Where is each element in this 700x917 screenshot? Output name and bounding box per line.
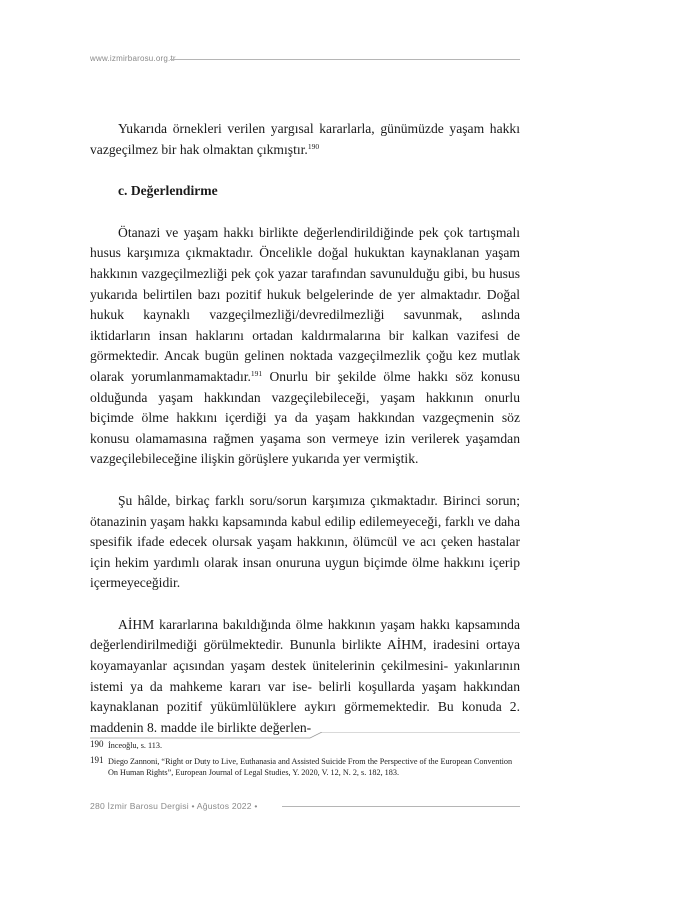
paragraph-1-text: Yukarıda örnekleri verilen yargısal kararlarla, günümüzde yaşam hakkı vazgeçilmez bir hak olmaktan çıkmıştır. xyxy=(90,121,520,157)
footnote-ref-190[interactable]: 190 xyxy=(307,141,320,151)
paragraph-3: Şu hâlde, birkaç farklı soru/sorun karşımıza çıkmaktadır. Birinci sorun; ötanazinin yaşam hakkı kapsamında kabul edilip edilemeyeceği, farklı ve daha spesifik ifade edecek olursak yaşam hakkının, ölümcül ve acı çeken hastalar için hekim yardımlı olarak insan onuruna uygun biçimde ölme hakkını içerip içermeyeceğidir. xyxy=(90,492,520,591)
footer-rule xyxy=(282,806,520,807)
page-body xyxy=(90,119,520,738)
paragraph-2 xyxy=(90,223,520,470)
page-header-url[interactable]: www.izmirbarosu.org.tr xyxy=(90,54,176,63)
section-heading: c. Değerlendirme xyxy=(118,183,218,199)
footnote-191 xyxy=(90,756,520,779)
paragraph-4: AİHM kararlarına bakıldığında ölme hakkının yaşam hakkı kapsamında değerlendirilmediği görülmektedir. Bununla birlikte AİHM, iradesini ortaya koyamayanlar açısından yaşam destek ünitelerinin çekilmesini- yakınlarının istemi ya da mahkeme kararı var ise- belirli koşullarda yaşam hakkından kaynaklanan pozitif yükümlülüklere aykırı görmemektedir. Bu konuda 2. maddenin 8. madde ile birlikte değerlen- xyxy=(90,616,520,735)
paragraph-2-text-a: Ötanazi ve yaşam hakkı birlikte değerlendirildiğinde pek çok tartışmalı husus karşımıza çıkmaktadır. Öncelikle doğal hukuktan kaynaklanan yaşam hakkının vazgeçilmezliği pek çok yazar tarafından savunulduğu gibi, bu husus yukarıda belirtilen bazı pozitif hukuk belgelerinde de yer almaktadır. Doğal hukuk kaynaklı vazgeçilmezliği/devredilmezliği savunmak, aslında iktidarların insan haklarını ortadan kaldırmalarına bir kalkan vazifesi de görmektedir. Ancak bugün gelinen noktada vazgeçilmezlik çoğu kez mutlak olarak yorumlanmamaktadır. xyxy=(90,224,520,384)
footnote-number: 191 xyxy=(90,754,104,765)
paragraph-2-text-b: Onurlu bir şekilde ölme hakkı söz konusu olduğunda yaşam hakkından vazgeçilebileceği, yaşam hakkının onurlu biçimde ölme hakkını içerdiği ya da yaşam hakkından vazgeçmenin söz konusu olamamasına rağmen yaşama son vermeye izin verilerek yaşamdan vazgeçilebileceğine ilişkin görüşlere yukarıda yer vermiştik. xyxy=(90,368,520,467)
footnote-ref-191[interactable]: 191 xyxy=(250,368,263,378)
header-rule xyxy=(170,59,520,60)
page-footer: 280 İzmir Barosu Dergisi • Ağustos 2022 • xyxy=(90,801,258,811)
footnotes xyxy=(90,740,520,783)
footnote-text: Diego Zannoni, “Right or Duty to Live, Euthanasia and Assisted Suicide From the Perspective of the European Convention On Human Rights”, European Journal of Legal Studies, Y. 2020, V. 12, N. 2, s. 182, 183. xyxy=(108,756,513,777)
footnote-number: 190 xyxy=(90,739,104,749)
paragraph-1 xyxy=(90,119,520,160)
footnote-190 xyxy=(90,740,520,752)
footnote-text: İnceoğlu, s. 113. xyxy=(108,741,163,750)
